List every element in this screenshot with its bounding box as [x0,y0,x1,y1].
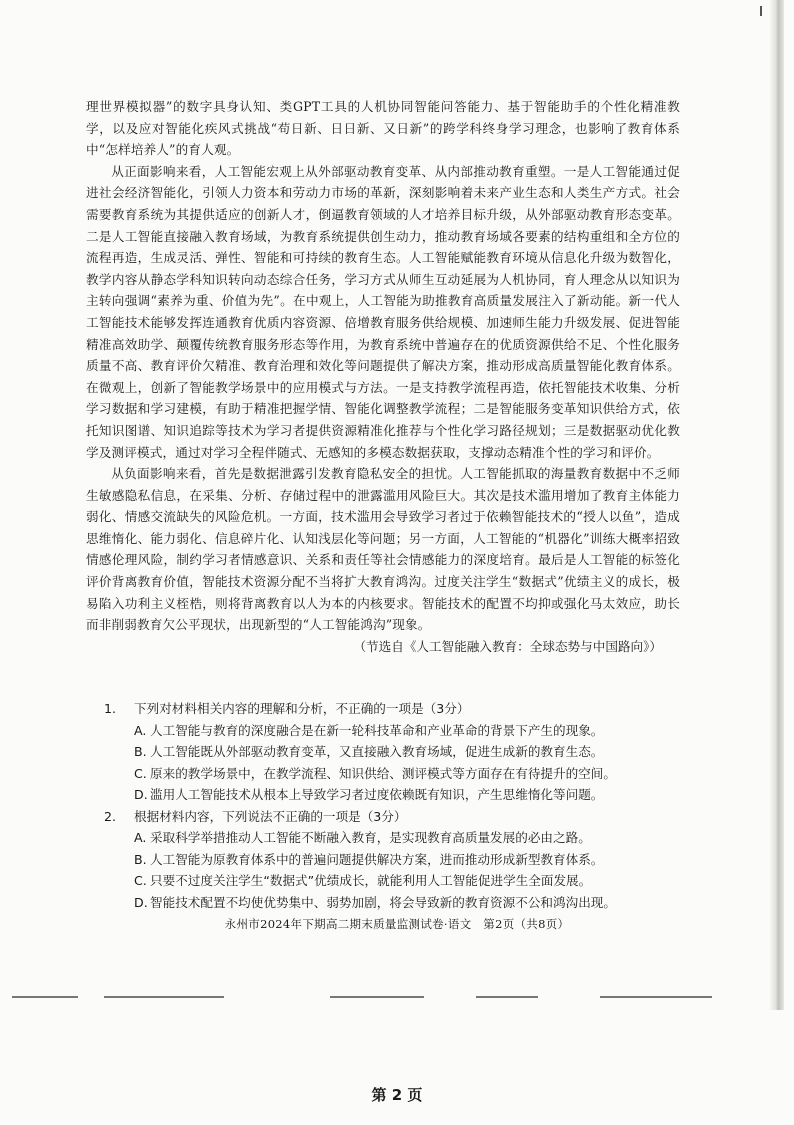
source-citation: （节选自《人工智能融入教育：全球态势与中国路向》） [353,638,662,654]
option-letter: A. [134,830,147,845]
option-d [104,784,684,806]
scan-edge-mark [760,6,762,16]
option-text: 人工智能既从外部驱动教育变革，又直接融入教育场域，促进生成新的教育生态。 [150,744,604,759]
option-letter: C. [134,765,147,781]
scan-divider [330,996,424,998]
option-d [104,892,684,914]
option-text: 人工智能与教育的深度融合是在新一轮科技革命和产业革命的背景下产生的现象。 [150,722,604,738]
question-stem [104,806,684,828]
question-2 [104,806,684,914]
option-letter: C. [134,873,147,888]
scan-edge-shadow [770,0,784,1010]
option-text: 滥用人工智能技术从根本上导致学习者过度依赖既有知识，产生思维惰化等问题。 [150,787,604,802]
question-text: 根据材料内容，下列说法不正确的一项是（3分） [134,808,407,824]
scan-divider [104,996,224,998]
exam-footer: 永州市2024年下期高二期末质量监测试卷·语文 第2页（共8页） [224,917,570,931]
option-a [104,827,684,849]
option-b [104,849,684,871]
scan-divider [476,996,538,998]
option-letter: D. [134,787,148,802]
question-list [104,698,684,913]
option-text: 智能技术配置不均使优势集中、弱势加剧，将会导致新的教育资源不公和鸿沟出现。 [150,894,616,910]
option-letter: D. [134,894,148,910]
option-text: 只要不过度关注学生“数据式”优绩成长，就能利用人工智能促进学生全面发展。 [150,873,592,888]
option-letter: B. [134,851,147,867]
question-number: 2. [104,808,117,824]
option-a [104,720,684,742]
question-number: 1. [104,701,117,716]
page-number: 第 2 页 [371,1086,423,1104]
option-c [104,870,684,892]
question-1 [104,698,684,806]
option-c [104,763,684,785]
option-b [104,741,684,763]
passage-paragraph-1: 理世界模拟器”的数字具身认知、类GPT工具的人机协同智能问答能力、基于智能助手的个性化精准教学，以及应对智能化疾风式挑战“苟日新、日日新、又日新”的跨学科终身学习理念，也影响了教育体系中“怎样培养人”的育人观。 [86,99,680,158]
option-letter: A. [134,722,147,738]
option-text: 原来的教学场景中，在教学流程、知识供给、测评模式等方面存在有待提升的空间。 [150,765,616,781]
option-letter: B. [134,744,147,759]
scan-divider [600,996,712,998]
option-text: 人工智能为原教育体系中的普遍问题提供解决方案，进而推动形成新型教育体系。 [150,851,604,867]
passage-paragraph-2: 从正面影响来看，人工智能宏观上从外部驱动教育变革、从内部推动教育重塑。一是人工智能通过促进社会经济智能化，引领人力资本和劳动力市场的革新，深刻影响着未来产业生态和人类生产方式。社会需要教育系统为其提供适应的创新人才，倒逼教育领域的人才培养目标升级，从外部驱动教育形态变革。二是人工智能直接融入教育场域，为教育系统提供创生动力，推动教育场域各要素的结构重组和全方位的流程再造，生成灵活、弹性、智能和可持续的教育生态。人工智能赋能教育环境从信息化升级为数智化，教学内容从静态学科知识转向动态综合任务，学习方式从师生互动延展为人机协同，育人理念从以知识为主转向强调“素养为重、价值为先”。在中观上，人工智能为助推教育高质量发展注入了新动能。新一代人工智能技术能够发挥连通教育优质内容资源、倍增教育服务供给规模、加速师生能力升级发展、促进智能精准高效助学、颠覆传统教育服务形态等作用，为教育系统中普遍存在的优质资源供给不足、个性化服务质量不高、教育评价欠精准、教育治理和效化等问题提供了解决方案，推动形成高质量智能化教育体系。在微观上，创新了智能教学场景中的应用模式与方法。一是支持教学流程再造，依托智能技术收集、分析学习数据和学习建模，有助于精准把握学情、智能化调整教学流程；二是智能服务变革知识供给方式，依托知识图谱、知识追踪等技术为学习者提供资源精准化推荐与个性化学习路径规划；三是数据驱动优化教学及测评模式，通过对学习全程伴随式、无感知的多模态数据获取，支撑动态精准个性的学习和评价。 [86,163,680,460]
reading-passage [86,96,680,657]
scan-divider [12,996,78,998]
question-text: 下列对材料相关内容的理解和分析，不正确的一项是（3分） [134,701,470,716]
option-text: 采取科学举措推动人工智能不断融入教育，是实现教育高质量发展的必由之路。 [150,830,591,845]
passage-paragraph-3: 从负面影响来看，首先是数据泄露引发教育隐私安全的担忧。人工智能抓取的海量教育数据中不乏师生敏感隐私信息，在采集、分析、存储过程中的泄露滥用风险巨大。其次是技术滥用增加了教育主体能力弱化、情感交流缺失的风险危机。一方面，技术滥用会导致学习者过于依赖智能技术的“授人以鱼”，造成思维惰化、能力弱化、信息碎片化、认知浅层化等问题；另一方面，人工智能的“机器化”训练大概率招致情感伦理风险，制约学习者情感意识、关系和责任等社会情感能力的深度培育。最后是人工智能的标签化评价背离教育价值，智能技术资源分配不当将扩大教育鸿沟。过度关注学生“数据式”优绩主义的成长，极易陷入功利主义桎梏，则将背离教育以人为本的内核要求。智能技术的配置不均抑或强化马太效应，助长而非削弱教育欠公平现状，出现新型的“人工智能鸿沟”现象。 [86,466,680,633]
question-stem [104,698,684,720]
